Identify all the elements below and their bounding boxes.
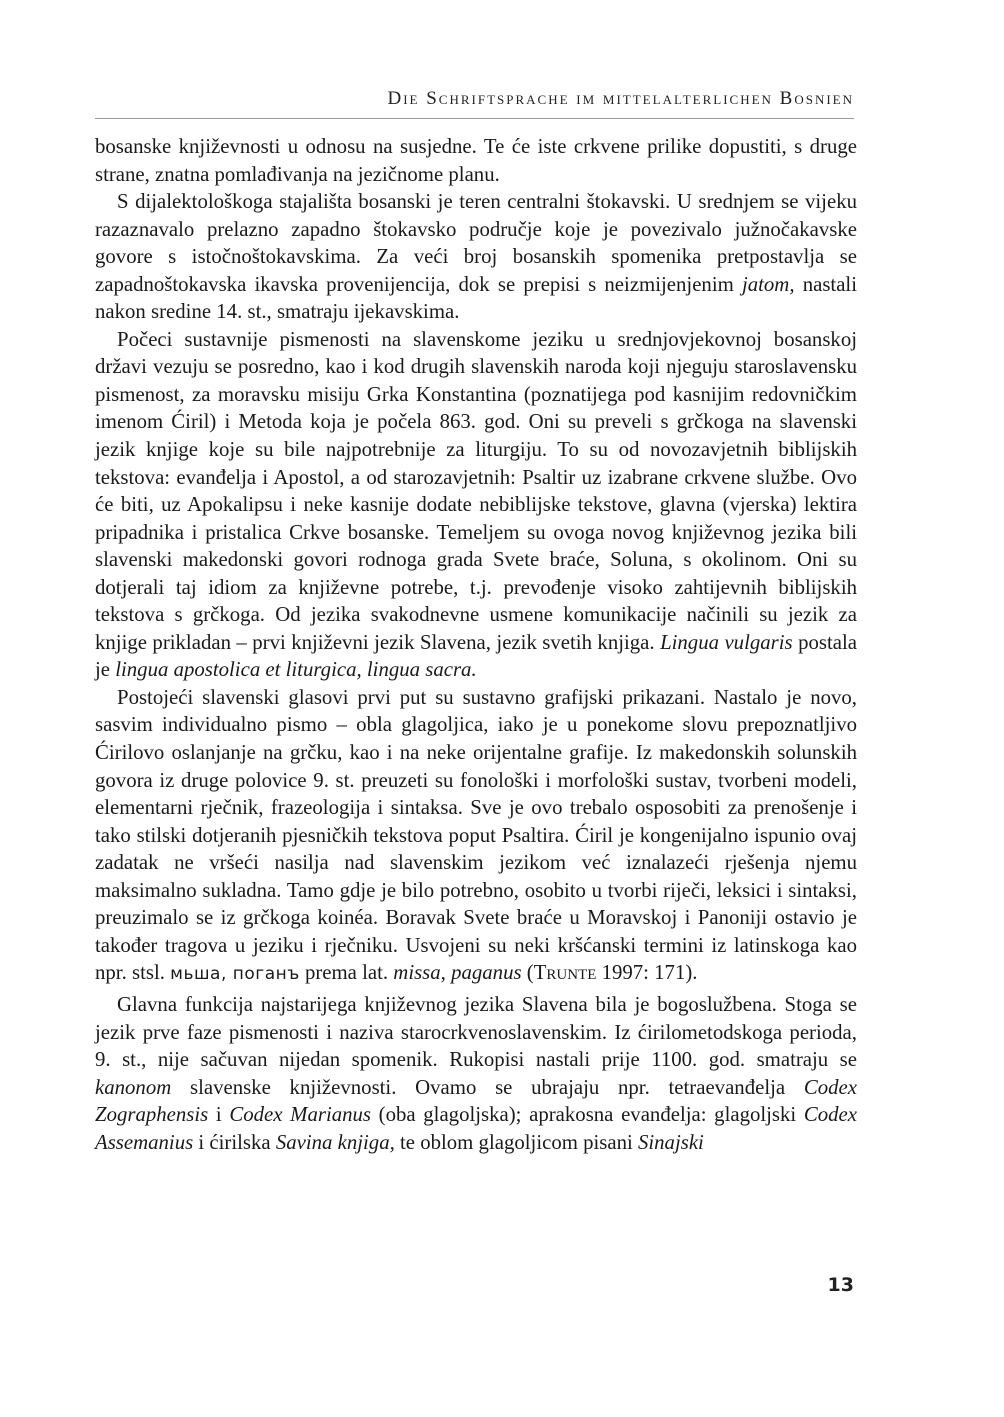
paragraph-1: bosanske književnosti u odnosu na susjedne. Te će iste crkvene prilike dopustiti, s druge strane, znatna pomlađivanja na jezičnome planu. (95, 135, 857, 186)
header-rule (95, 118, 854, 119)
paragraph-2: S dijalektološkoga stajališta bosanski je teren centralni štokavski. U srednjem se vijeku razaznavalo prelazno zapadno štokavsko područje koje je povezivalo južnočakavske govore s istočnoštokavskima. Za veći broj bosanskih spomenika pretpostavlja se zapadnoštokavska ikavska provenijencija, dok se prepisi s neizmijenjenim jatom, nastali nakon sredine 14. st., smatraju ijekavskima. (95, 190, 857, 324)
citation-author: Trunte (533, 961, 597, 985)
running-header: Die Schriftsprache im mittelalterlichen Bosnien (387, 88, 854, 109)
paragraph-4: Postojeći slavenski glasovi prvi put su sustavno grafijski prikazani. Nastalo je novo, sasvim individualno pismo – obla glagoljica, iako je u ponekome slovu prepoznatljivo Ćirilovo oslanjanje na grčku, kao i na neke orijentalne grafije. Iz makedonskih solunskih govora iz druge polovice 9. st. preuzeti su fonološki i morfološki sustav, tvorbeni modeli, elementarni rječnik, frazeologija i sintaksa. Sve je ovo trebalo osposobiti za prenošenje i tako stilski dotjeranih pjesničkih tekstova poput Psaltira. Ćiril je kongenijalno ispunio ovaj zadatak ne vršeći nasilja nad slavenskim jezikom već iznalazeći rješenja njemu maksimalno sukladna. Tamo gdje je bilo potrebno, osobito u tvorbi riječi, leksici i sintaksi, preuzimalo se iz grčkoga koinéa. Boravak Svete braće u Moravskoj i Panoniji ostavio je također tragova u jeziku i rječniku. Usvojeni su neki kršćanski termini iz latinskoga kao npr. stsl. мьша, поганъ prema lat. missa, paganus (Trunte 1997: 171). (95, 685, 857, 985)
page-number: 13 (827, 1274, 854, 1296)
paragraph-3: Počeci sustavnije pismenosti na slavenskome jeziku u srednjovjekovnoj bosanskoj državi vezuju se posredno, kao i kod drugih slavenskih naroda koji njeguju staroslavensku pismenost, za moravsku misiju Grka Konstantina (poznatijega pod kasnijim redovničkim imenom Ćiril) i Metoda koja je počela 863. god. Oni su preveli s grčkoga na slavenski jezik knjige koje su bile najpotrebnije za liturgiju. To su od novozavjetnih biblijskih tekstova: evanđelja i Apostol, a od starozavjetnih: Psaltir uz izabrane crkvene službe. Ovo će biti, uz Apokalipsu i neke kasnije dodate nebiblijske tekstove, glavna (vjerska) lektira pripadnika i pristalica Crkve bosanske. Temeljem su ovoga novog književnog jezika bili slavenski makedonski govori rodnoga grada Svete braće, Soluna, s okolinom. Oni su dotjerali taj idiom za književne potrebe, t.j. prevođenje visoko zahtijevnih biblijskih tekstova s grčkoga. Od jezika svakodnevne usmene komunikacije načinili su jezik za knjige prikladan – prvi književni jezik Slavena, jezik svetih knjiga. Lingua vulgaris postala je lingua apostolica et liturgica, lingua sacra. (95, 327, 857, 682)
old-church-slavonic-words: мьша, поганъ (170, 964, 300, 985)
paragraph-5: Glavna funkcija najstarijega književnog jezika Slavena bila je bogoslužbena. Stoga se jezik prve faze pismenosti i naziva starocrkvenoslavenskim. Iz ćirilometodskoga perioda, 9. st., nije sačuvan nijedan spomenik. Rukopisi nastali prije 1100. god. smatraju se kanonom slavenske književnosti. Ovamo se ubrajaju npr. tetraevanđelja Codex Zographensis i Codex Marianus (oba glagoljska); aprakosna evanđelja: glagoljski Codex Assemanius i ćirilska Savina knjiga, te oblom glagoljicom pisani Sinajski (95, 992, 857, 1154)
body-text (95, 133, 857, 1156)
